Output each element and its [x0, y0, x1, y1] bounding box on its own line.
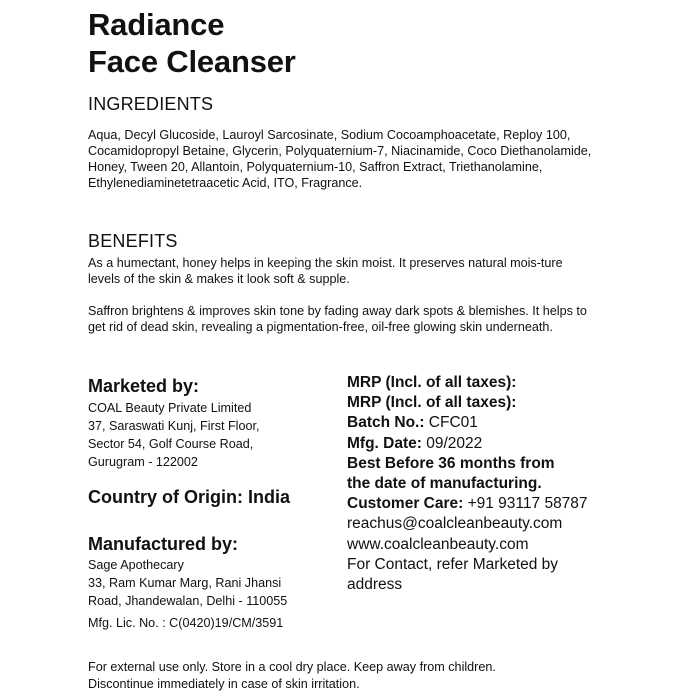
batch-label: Batch No.: — [347, 414, 425, 432]
usage-warning — [88, 659, 628, 693]
mfg-date-value: 09/2022 — [421, 434, 483, 452]
mrp-line: MRP (Incl. of all taxes): — [347, 374, 517, 391]
batch-number — [347, 413, 667, 433]
contact-note: address — [347, 576, 403, 594]
warning-line: For external use only. Store in a cool dry place. Keep away from children. — [88, 660, 496, 674]
manufactured-by-heading: Manufactured by: — [88, 534, 239, 554]
best-before-line: Best Before 36 months from — [347, 454, 555, 472]
ingredients-text: Aqua, Decyl Glucoside, Lauroyl Sarcosinate, Sodium Cocoamphoacetate, Reploy 100, Cocamidopropyl Betaine, Glycerin, Polyquaternium-7, Niacinamide, Coco Diethanolamide, Honey, Tween 20, Allantoin, Polyquaternium-10, Saffron Extract, Triethanolamine, Ethylenediaminetetraacetic Acid, ITO, Fragrance. — [88, 128, 592, 190]
address-line: Road, Jhandewalan, Delhi - 110055 — [88, 594, 288, 608]
customer-care-number: +91 93117 58787 — [463, 495, 588, 513]
mfg-date — [347, 434, 667, 454]
manufactured-by-address — [88, 556, 338, 632]
product-details-block — [347, 373, 667, 595]
address-line: 33, Ram Kumar Marg, Rani Jhansi — [88, 576, 282, 590]
address-line: Sage Apothecary — [88, 558, 184, 572]
marketed-by-heading: Marketed by: — [88, 376, 200, 396]
product-title — [88, 6, 296, 80]
customer-care-label: Customer Care: — [347, 495, 464, 513]
manufactured-by-block — [88, 533, 338, 632]
marketed-by-block — [88, 375, 338, 471]
benefits-heading: BENEFITS — [88, 231, 178, 251]
customer-care — [347, 494, 667, 514]
country-of-origin: Country of Origin: India — [88, 487, 290, 507]
contact-note: For Contact, refer Marketed by — [347, 555, 559, 573]
address-line: 37, Saraswati Kunj, First Floor, — [88, 419, 260, 433]
best-before-line: the date of manufacturing. — [347, 475, 542, 493]
mfg-license: Mfg. Lic. No. : C(0420)19/CM/3591 — [88, 616, 284, 630]
ingredients-heading: INGREDIENTS — [88, 94, 214, 114]
title-line-1: Radiance — [88, 7, 225, 42]
warning-line: Discontinue immediately in case of skin irritation. — [88, 677, 360, 691]
address-line: COAL Beauty Private Limited — [88, 401, 252, 415]
batch-value: CFC01 — [424, 414, 478, 432]
address-line: Gurugram - 122002 — [88, 455, 198, 469]
title-line-2: Face Cleanser — [88, 44, 296, 79]
address-line: Sector 54, Golf Course Road, — [88, 437, 254, 451]
mrp-line: MRP (Incl. of all taxes): — [347, 394, 517, 412]
website: www.coalcleanbeauty.com — [347, 535, 529, 553]
mfg-date-label: Mfg. Date: — [347, 434, 422, 452]
marketed-by-address — [88, 399, 338, 471]
benefits-paragraph-2: Saffron brightens & improves skin tone by fading away dark spots & blemishes. It helps to get rid of dead skin, revealing a pigmentation-free, oil-free glowing skin underneath. — [88, 304, 587, 334]
benefits-paragraph-1: As a humectant, honey helps in keeping the skin moist. It preserves natural mois-ture levels of the skin & makes it look soft & supple. — [88, 256, 563, 286]
contact-email: reachus@coalcleanbeauty.com — [347, 515, 563, 533]
